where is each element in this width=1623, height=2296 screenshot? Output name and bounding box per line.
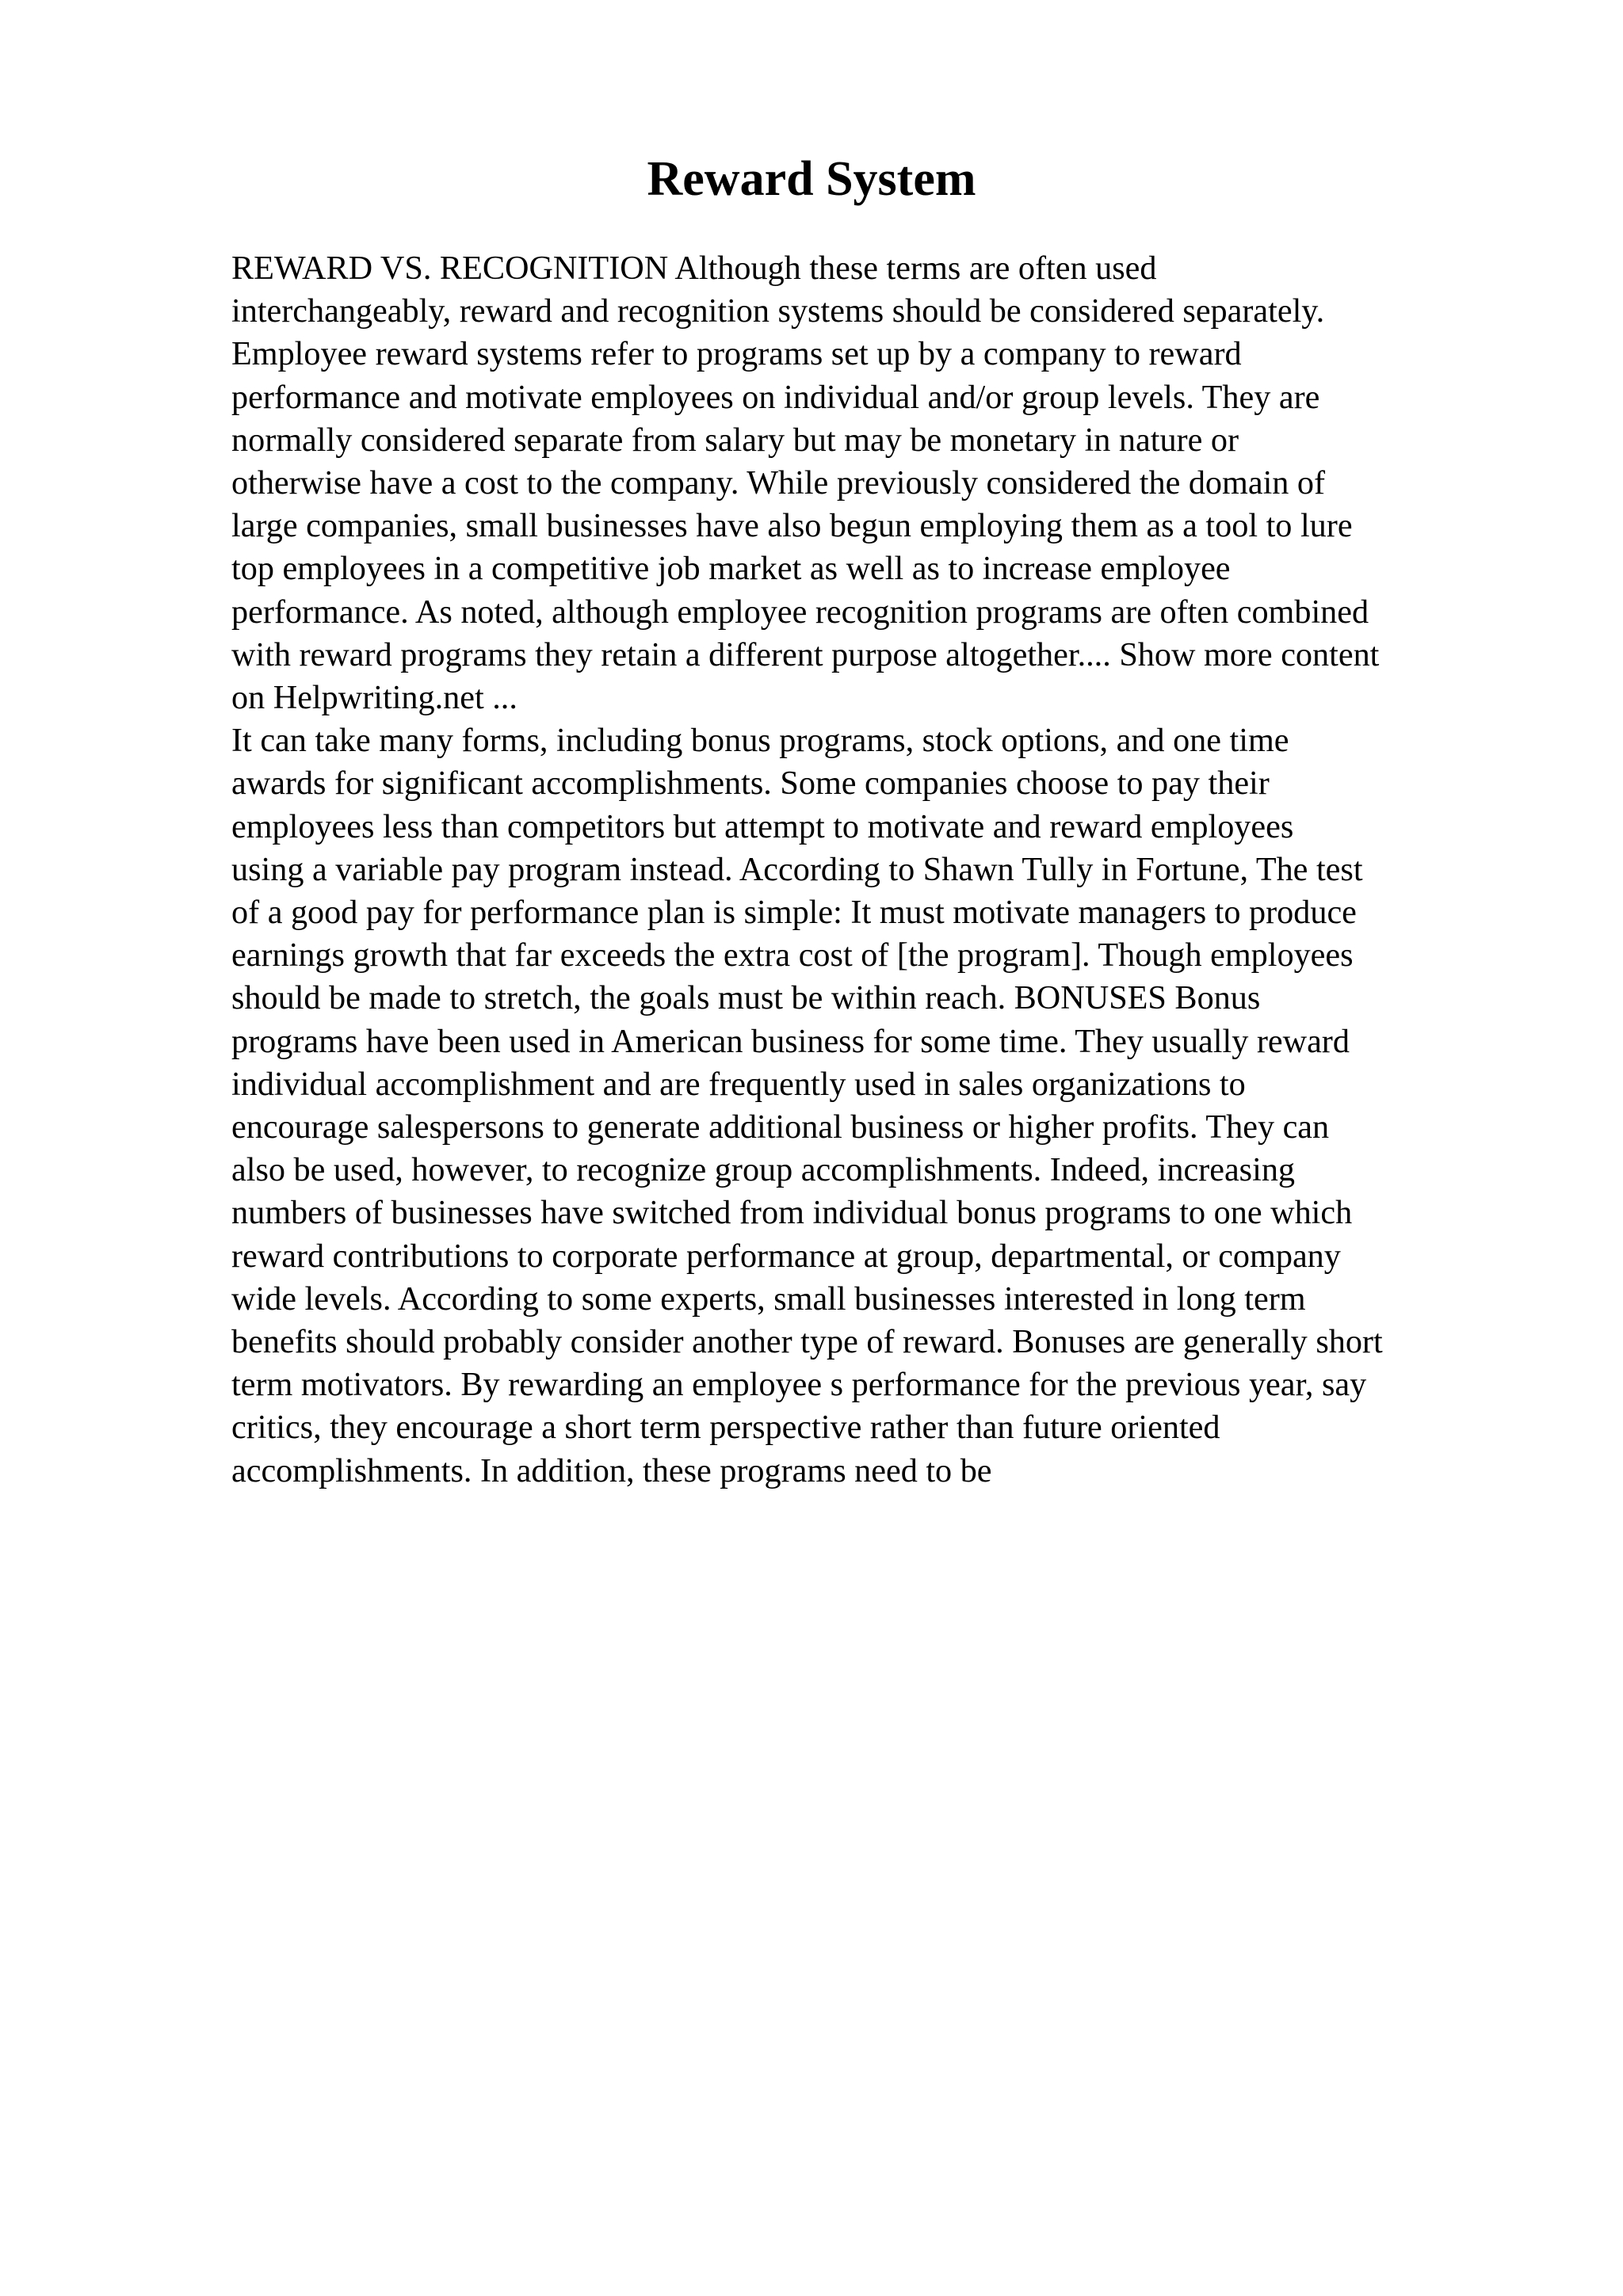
text-line: of a good pay for performance plan is simple: It must motivate managers to produce — [231, 894, 1357, 932]
text-line: critics, they encourage a short term perspective rather than future oriented — [231, 1409, 1220, 1447]
text-line: performance and motivate employees on individual and/or group levels. They are — [231, 378, 1320, 416]
text-line: numbers of businesses have switched from individual bonus programs to one which — [231, 1194, 1353, 1232]
text-line: using a variable pay program instead. According to Shawn Tully in Fortune, The test — [231, 850, 1363, 888]
text-line: performance. As noted, although employee recognition programs are often combined — [231, 593, 1369, 631]
text-line: normally considered separate from salary but may be monetary in nature or — [231, 421, 1239, 459]
page-title: Reward System — [647, 152, 976, 206]
text-line: should be made to stretch, the goals must be within reach. BONUSES Bonus — [231, 979, 1261, 1017]
text-line: accomplishments. In addition, these programs need to be — [231, 1451, 992, 1489]
body-text — [231, 247, 1515, 1493]
text-line: benefits should probably consider another type of reward. Bonuses are generally short — [231, 1323, 1383, 1361]
text-line: top employees in a competitive job market as well as to increase employee — [231, 550, 1231, 588]
text-line: individual accomplishment and are frequently used in sales organizations to — [231, 1065, 1246, 1103]
text-line: Employee reward systems refer to programs set up by a company to reward — [231, 335, 1242, 373]
text-line: earnings growth that far exceeds the extra cost of [the program]. Though employees — [231, 936, 1354, 974]
text-line: wide levels. According to some experts, small businesses interested in long term — [231, 1280, 1306, 1318]
text-line: term motivators. By rewarding an employee s performance for the previous year, say — [231, 1366, 1367, 1404]
text-line: encourage salespersons to generate additional business or higher profits. They can — [231, 1108, 1330, 1146]
text-line: awards for significant accomplishments. Some companies choose to pay their — [231, 765, 1270, 803]
text-line: on Helpwriting.net ... — [231, 679, 517, 717]
text-line: with reward programs they retain a different purpose altogether.... Show more content — [231, 635, 1380, 673]
text-line: reward contributions to corporate performance at group, departmental, or company — [231, 1237, 1341, 1275]
text-line: large companies, small businesses have also begun employing them as a tool to lure — [231, 507, 1353, 545]
text-line: employees less than competitors but attempt to motivate and reward employees — [231, 807, 1294, 845]
text-line: programs have been used in American business for some time. They usually reward — [231, 1022, 1350, 1060]
text-line: also be used, however, to recognize group accomplishments. Indeed, increasing — [231, 1151, 1296, 1189]
text-line: otherwise have a cost to the company. While previously considered the domain of — [231, 464, 1326, 502]
text-line: interchangeably, reward and recognition systems should be considered separately. — [231, 292, 1325, 330]
text-line: It can take many forms, including bonus programs, stock options, and one time — [231, 722, 1289, 760]
text-line: REWARD VS. RECOGNITION Although these terms are often used — [231, 250, 1157, 287]
